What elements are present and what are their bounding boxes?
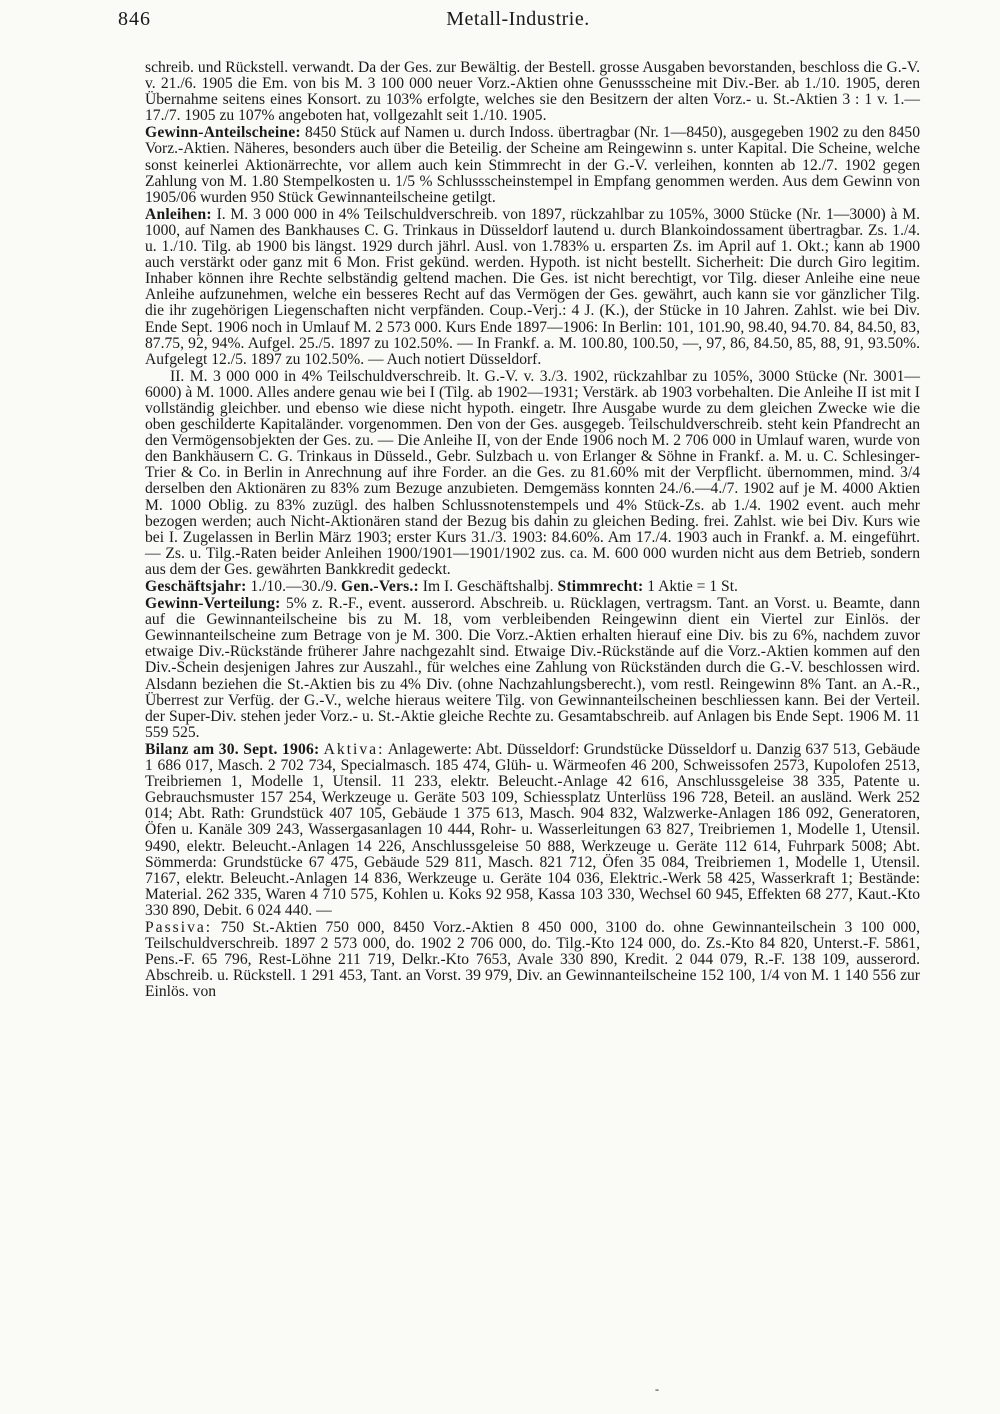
paragraph-gewinn-anteilscheine <box>145 125 920 205</box>
paragraph-gewinn-verteilung <box>145 596 920 741</box>
passiva-label: Passiva: <box>145 918 213 936</box>
section-text-geschaeftsjahr: 1./10.—30./9. <box>250 578 338 595</box>
section-heading-gen-vers: Gen.-Vers.: <box>341 578 419 595</box>
paragraph-passiva <box>145 920 920 1000</box>
section-heading-gewinn-anteilscheine: Gewinn-Anteilscheine: <box>145 124 301 142</box>
section-heading-stimmrecht: Stimmrecht: <box>557 578 644 595</box>
section-text-anleihen: I. M. 3 000 000 in 4% Teilschuldverschreib. von 1897, rückzahlbar zu 105%, 3000 Stücke (Nr. 1—3000) à M. 1000, auf Namen des Bankhauses C. G. Trinkaus in Düsseldorf lautend u. durch Blankoindossament übertragbar. Zs. 1./4. u. 1./10. Tilg. ab 1900 bis längst. 1929 durch jährl. Ausl. von 1.783% u. ersparten Zs. im April auf 1. Okt.; kann ab 1900 auch verstärkt oder ganz mit 6 Mon. Frist gekünd. werden. Hypoth. ist nicht bestellt. Sicherheit: Die durch Giro legitim. Inhaber können ihre Rechte selbständig geltend machen. Die Ges. ist nicht berechtigt, vor Tilg. dieser Anleihe eine neue Anleihe aufzunehmen, welche ein besseres Recht auf das Vermögen der Ges. gewährt, auch kann sie vor gänzlicher Tilg. die ihr zugehörigen Liegenschaften nicht verpfänden. Coup.-Verj.: 4 J. (K.), der Stücke in 10 Jahren. Zahlst. wie bei Div. Ende Sept. 1906 noch in Umlauf M. 2 573 000. Kurs Ende 1897—1906: In Berlin: 101, 101.90, 98.40, 94.70. 84, 84.50, 83, 87.75, 92, 94%. Aufgel. 25./5. 1897 zu 102.50%. — In Frankf. a. M. 100.80, 100.50, —, 97, 86, 84.50, 85, 88, 91, 93.50%. Aufgelegt 12./5. 1897 zu 102.50%. — Auch notiert Düsseldorf. <box>145 205 920 368</box>
section-text-stimmrecht: 1 Aktie = 1 St. <box>647 578 738 595</box>
section-heading-geschaeftsjahr: Geschäftsjahr: <box>145 578 247 595</box>
paragraph-anleihe-ii: II. M. 3 000 000 in 4% Teilschuldverschreib. lt. G.-V. v. 3./3. 1902, rückzahlbar zu 105%, 3000 Stücke (Nr. 3001—6000) à M. 1000. Alles andere genau wie bei I (Tilg. ab 1902—1931; Verstärk. ab 1903 vorbehalten. Die Anleihe II ist mit I vollständig gleichber. und ebenso wie diese nicht hypoth. eingetr. Ihre Ausgabe wurde zu dem gleichen Zwecke wie die oben geschilderte Kapitaländer. vorgenommen. Den von der Ges. ausgegeb. Teilschuldverschreib. steht kein Pfandrecht an den Vermögensobjekten der Ges. zu. — Die Anleihe II, von der Ende 1906 noch M. 2 706 000 in Umlauf waren, wurde von den Bankhäusern C. G. Trinkaus in Düsseld., Gebr. Sulzbach u. von Erlanger & Söhne in Frankf. a. M. u. C. Schlesinger-Trier & Co. in Berlin in Anrechnung auf ihre Forder. an die Ges. zu 81.60% mit der Verpflicht. übernommen, mind. 3/4 derselben den Aktionären zu 83% zum Bezuge anzubieten. Demgemäss konnten 24./6.—4./7. 1902 auf je M. 4000 Aktien M. 1000 Oblig. zu 83% zuzügl. des halben Schlussnotenstempels und 4% Stück-Zs. ab 1./4. 1902 event. auch mehr bezogen werden; auch Nicht-Aktionären stand der Bezug bis dahin zu gleichen Beding. frei. Zahlst. wie bei Div. Kurs wie bei I. Zugelassen in Berlin März 1903; erster Kurs 31./3. 1903: 84.60%. Am 17./4. 1903 auch in Frankf. a. M. eingeführt. — Zs. u. Tilg.-Raten beider Anleihen 1900/1901—1901/1902 zus. ca. M. 600 000 wurden nicht aus dem Betrieb, sondern aus dem der Ges. gewährten Bankkredit gedeckt. <box>145 367 920 578</box>
section-heading-bilanz: Bilanz am 30. Sept. 1906: <box>145 740 320 758</box>
paragraph-meta-line <box>145 579 920 595</box>
section-text-gen-vers: Im I. Geschäftshalbj. <box>422 578 554 595</box>
paragraph-capital-continuation: schreib. und Rückstell. verwandt. Da der Ges. zur Bewältig. der Bestell. grosse Ausgaben bevorstanden, beschloss die G.-V. v. 21./6. 1905 die Em. von bis M. 3 100 000 neuer Vorz.-Aktien ohne Genussscheine mit Div.-Ber. ab 1./10. 1905, deren Übernahme seitens eines Konsort. zu 103% erfolgte, welches sie den Besitzern der alten Vorz.- u. St.-Aktien 3 : 1 v. 1.—17./7. 1905 zu 107% angeboten hat, vollgezahlt seit 1./10. 1905. <box>145 59 920 125</box>
section-text-aktiva: Anlagewerte: Abt. Düsseldorf: Grundstücke Düsseldorf u. Danzig 637 513, Gebäude 1 686 017, Masch. 2 702 734, Specialmasch. 185 474, Glüh- u. Wärmeofen 46 200, Schweissofen 2573, Kupolofen 2513, Treibriemen 1, Modelle 1, Utensil. 11 233, elektr. Beleucht.-Anlage 42 616, Anschlussgeleise 38 335, Patente u. Gebrauchsmuster 157 254, Werkzeuge u. Geräte 503 109, Schiessplatz Unterlüss 196 728, Beteil. an ausländ. Werk 252 014; Abt. Rath: Grundstück 407 105, Gebäude 1 375 613, Masch. 904 832, Walzwerke-Anlagen 186 092, Generatoren, Öfen u. Kanäle 309 243, Wassergasanlagen 10 444, Rohr- u. Wasserleitungen 63 827, Treibriemen 1, Modelle 1, Utensil. 9490, elektr. Beleucht.-Anlagen 14 226, Anschlussgeleise 50 888, Werkzeuge u. Geräte 112 614, Fuhrpark 5008; Abt. Sömmerda: Grundstücke 67 475, Gebäude 529 811, Masch. 821 712, Öfen 35 084, Treibriemen 1, Modelle 1, Utensil. 7167, elektr. Beleucht.-Anlagen 14 836, Werkzeuge u. Geräte 104 036, Elektric.-Werk 58 425, Wasserkraft 1; Bestände: Material. 262 335, Waren 4 710 575, Kohlen u. Koks 92 958, Kassa 103 330, Wechsel 60 945, Effekten 68 277, Kaut.-Kto 330 890, Debit. 6 024 440. — <box>145 740 920 919</box>
footer-mark: - <box>655 1382 659 1396</box>
page-header <box>118 8 918 40</box>
page-number: 846 <box>118 8 151 30</box>
paragraph-anleihen <box>145 207 920 368</box>
paragraph-bilanz <box>145 742 920 919</box>
section-text-gewinn-verteilung: 5% z. R.-F., event. ausserord. Abschreib. u. Rücklagen, vertragsm. Tant. an Vorst. u. Beamte, dann auf die Gewinnanteilscheine bis zu M. 18, vom verbleibenden Reingewinn dient ein Viertel zur Einlös. der Gewinnanteilscheine zum Betrage von je M. 300. Die Vorz.-Aktien erhalten hierauf eine Div. bis zu 6%, nachdem zuvor etwaige Div.-Rückstände früherer Jahre nachgezahlt sind. Etwaige Div.-Rückstände auf die Vorz.-Aktien kommen auf den Div.-Schein desjenigen Jahres zur Auszahl., für welches eine Zahlung von Rückständen durch die G.-V. beschlossen wird. Alsdann beziehen die St.-Aktien bis zu 4% Div. (ohne Nachzahlungsberecht.), vom restl. Reingewinn 8% Tant. an A.-R., Überrest zur Verfüg. der G.-V., welche hieraus weitere Tilg. von Gewinnanteilscheinen beschliessen kann. Bei der Verteil. der Super-Div. stehen jeder Vorz.- u. St.-Aktie gleiche Rechte zu. Gesamtabschreib. auf Anlagen bis Ende Sept. 1906 M. 11 559 525. <box>145 595 920 741</box>
aktiva-label: Aktiva: <box>323 740 385 758</box>
section-text-passiva: 750 St.-Aktien 750 000, 8450 Vorz.-Aktien 8 450 000, 3100 do. ohne Gewinnanteilschein 3 100 000, Teilschuldverschreib. 1897 2 573 000, do. 1902 2 706 000, do. Tilg.-Kto 124 000, do. Zs.-Kto 84 820, Unterst.-F. 5861, Pens.-F. 65 796, Rest-Löhne 211 719, Delkr.-Kto 7653, Avale 330 890, Kredit. 2 044 079, R.-F. 138 109, ausserord. Abschreib. u. Rückstell. 1 291 453, Tant. an Vorst. 39 979, Div. an Gewinnanteilscheine 152 100, 1/4 von M. 1 140 556 zur Einlös. von <box>145 918 920 1001</box>
text-column <box>145 60 920 1001</box>
section-heading-anleihen: Anleihen: <box>145 205 212 223</box>
section-text-gewinn-anteilscheine: 8450 Stück auf Namen u. durch Indoss. übertragbar (Nr. 1—8450), ausgegeben 1902 zu den 8450 Vorz.-Aktien. Näheres, besonders auch über die Beteilig. der Scheine am Reingewinn s. unter Kapital. Die Scheine, welche sonst keinerlei Aktionärrechte, vor allem auch kein Stimmrecht in der G.-V. verleihen, konnten ab 12./7. 1902 gegen Zahlung von M. 1.80 Stempelkosten u. 1/5 % Schlussscheinstempel in Empfang genommen werden. Aus dem Gewinn von 1905/06 wurden 950 Stück Gewinnanteilscheine getilgt. <box>145 124 920 206</box>
running-title: Metall-Industrie. <box>446 8 590 30</box>
section-heading-gewinn-verteilung: Gewinn-Verteilung: <box>145 595 281 613</box>
